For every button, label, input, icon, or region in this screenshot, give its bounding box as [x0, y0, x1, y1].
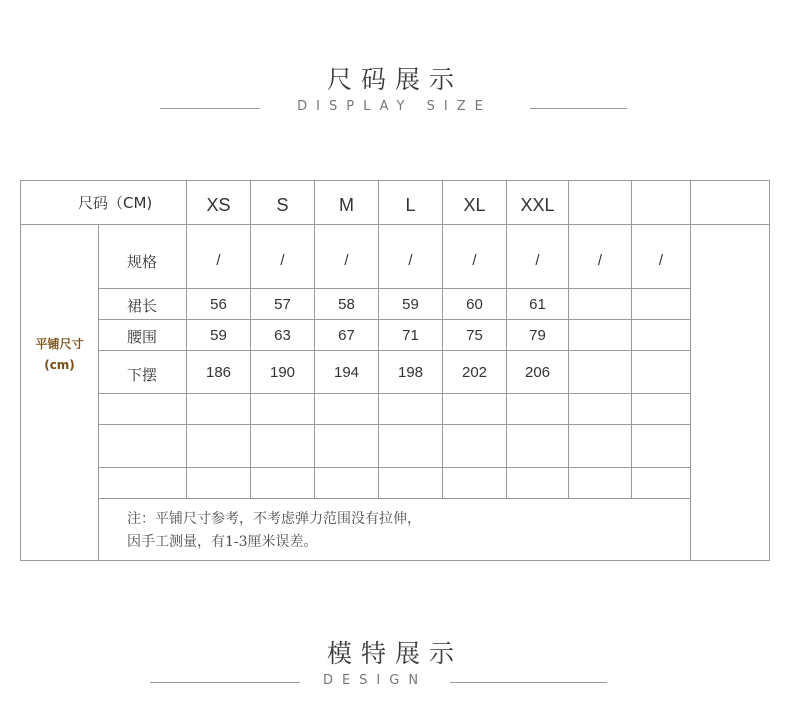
- table-cell: 59: [402, 295, 419, 313]
- flat-size-label: [21, 334, 98, 376]
- table-cell: /: [408, 251, 413, 269]
- note-line-2: 因手工测量，有1-3厘米误差。: [127, 534, 318, 550]
- table-cell: /: [658, 251, 664, 269]
- display-size-subtitle: DISPLAY SIZE: [297, 99, 492, 114]
- table-cell: 71: [402, 326, 419, 344]
- table-cell: [632, 351, 690, 393]
- flat-size-label-line1: 平铺尺寸: [35, 337, 84, 351]
- table-border-right: [769, 180, 770, 561]
- table-cell: [569, 351, 631, 393]
- table-cell: [632, 289, 690, 319]
- row-label-length: 裙长: [127, 297, 158, 315]
- group-column-line: [98, 224, 99, 561]
- table-cell: /: [280, 251, 285, 269]
- table-cell: [569, 320, 631, 350]
- model-display-title: 模特展示: [326, 639, 463, 668]
- table-cell: /: [472, 251, 477, 269]
- table-cell: 59: [210, 326, 227, 344]
- row-label-waist: 腰围: [127, 328, 158, 346]
- flat-size-label-unit: (cm): [44, 358, 75, 372]
- table-cell: 56: [210, 295, 227, 313]
- table-cell: 79: [529, 326, 546, 344]
- size-xl-header: XL: [463, 194, 486, 215]
- model-display-subtitle: DESIGN: [322, 673, 428, 688]
- size-s-header: S: [276, 194, 289, 215]
- table-cell: 60: [466, 295, 483, 313]
- table-cell: 67: [338, 326, 355, 344]
- table-cell: 58: [338, 295, 355, 313]
- size-m-header: M: [339, 194, 354, 215]
- table-cell: 186: [205, 363, 232, 381]
- table-cell: 190: [269, 363, 296, 381]
- size-xxl-header: XXL: [520, 194, 555, 215]
- divider-right: [450, 682, 607, 683]
- size-blank-header: [569, 180, 631, 230]
- table-cell: /: [597, 251, 603, 269]
- size-l-header: L: [405, 194, 416, 215]
- table-cell: /: [216, 251, 221, 269]
- display-size-title: 尺码展示: [326, 65, 463, 94]
- table-cell: [569, 289, 631, 319]
- size-blank-header: [632, 180, 690, 230]
- table-note: [127, 508, 421, 554]
- size-header-label: 尺码（CM): [78, 193, 153, 212]
- table-cell: 61: [529, 295, 546, 313]
- row-label-hem: 下摆: [127, 366, 158, 384]
- table-border-bottom: [20, 560, 770, 561]
- table-cell: 75: [466, 326, 483, 344]
- table-cell: 206: [524, 363, 551, 381]
- table-cell: /: [535, 251, 540, 269]
- note-line-1: 注：平铺尺寸参考，不考虑弹力范围没有拉伸，: [127, 511, 421, 527]
- column-line: [690, 180, 691, 561]
- table-cell: [632, 320, 690, 350]
- table-cell: 57: [274, 295, 291, 313]
- table-cell: 202: [461, 363, 488, 381]
- table-cell: /: [344, 251, 349, 269]
- row-label-spec: 规格: [127, 253, 158, 271]
- table-cell: 63: [274, 326, 291, 344]
- table-cell: 198: [397, 363, 424, 381]
- size-xs-header: XS: [206, 194, 231, 215]
- divider-left: [150, 682, 300, 683]
- table-cell: 194: [333, 363, 360, 381]
